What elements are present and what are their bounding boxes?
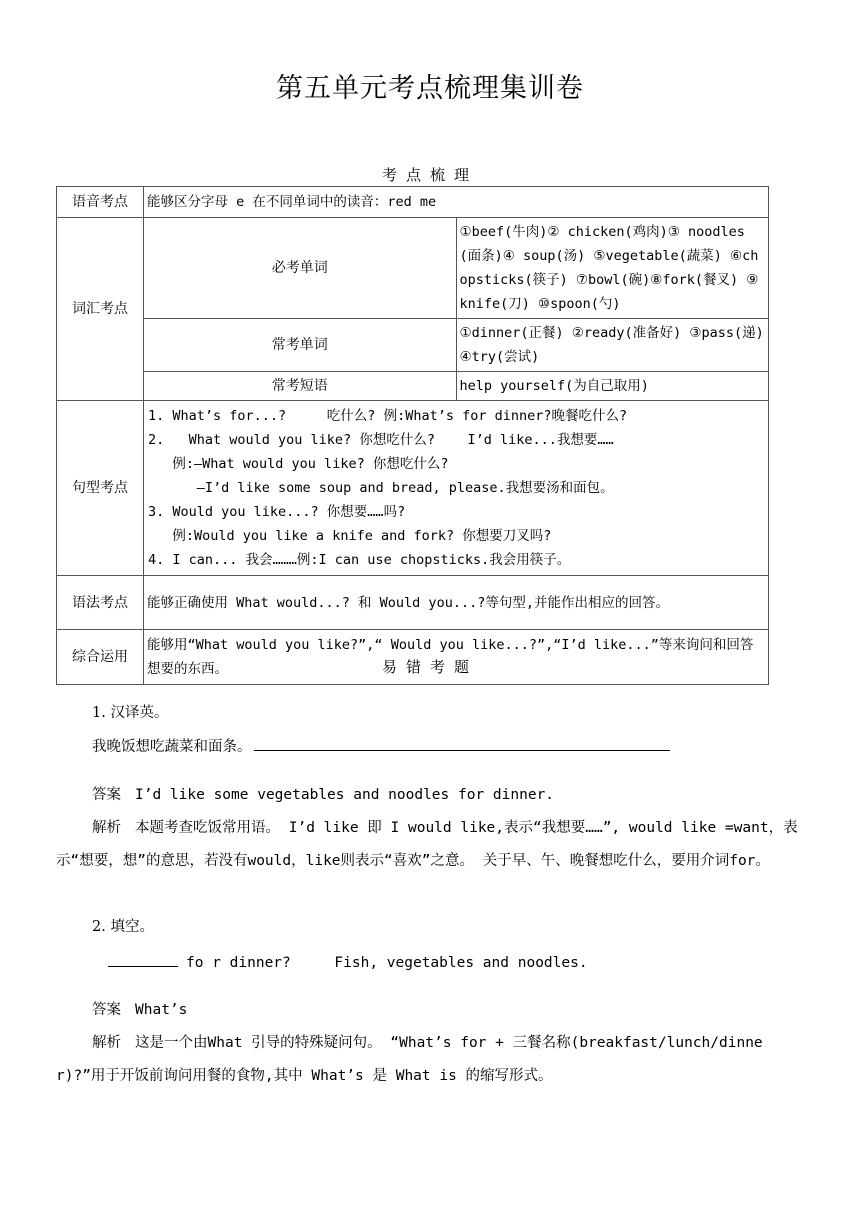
sentence-patterns-content	[144, 401, 769, 576]
category-comprehensive: 综合运用	[57, 630, 144, 685]
q2-analysis	[56, 1027, 810, 1093]
answer-label: 答案	[92, 787, 121, 803]
category-phonics: 语音考点	[57, 187, 144, 218]
answer-label: 答案	[92, 1002, 121, 1018]
page-title: 第五单元考点梳理集训卷	[276, 73, 584, 104]
section-heading-mistakes: 易错考题	[381, 658, 478, 676]
grammar-content: 能够正确使用 What would...? 和 Would you...?等句型,并能作出相应的回答。	[144, 576, 769, 630]
phonics-content: 能够区分字母 e 在不同单词中的读音：red me	[144, 187, 769, 218]
sentence-line: —I’d like some soup and bread, please.我想要汤和面包。	[148, 480, 614, 496]
sentence-line: 3. Would you like...? 你想要……吗?	[148, 504, 406, 520]
sentence-line: 2. What would you like? 你想吃什么? I’d like...我想要……	[148, 432, 614, 448]
q1-prompt	[56, 731, 810, 764]
q2-prompt-text: fo r dinner? Fish, vegetables and noodles.	[186, 955, 588, 971]
common-words-content: ①dinner(正餐) ②ready(准备好) ③pass(递) ④try(尝试)	[456, 319, 769, 372]
sentence-line: 例:—What would you like? 你想吃什么?	[148, 456, 449, 472]
q2-heading: 2. 填空。	[92, 919, 154, 935]
summary-table	[56, 186, 769, 685]
analysis-label: 解析	[92, 1035, 121, 1051]
required-words-content: ①beef(牛肉)② chicken(鸡肉)③ noodles(面条)④ soup(汤) ⑤vegetable(蔬菜) ⑥chopsticks(筷子) ⑦bowl(碗)⑧fork(餐叉) ⑨knife(刀) ⑩spoon(勺)	[456, 218, 769, 319]
section-heading-summary: 考点梳理	[381, 166, 478, 184]
category-sentence-patterns: 句型考点	[57, 401, 144, 576]
sub-required-words: 必考单词	[144, 218, 457, 319]
common-phrases-content: help yourself(为自己取用)	[456, 372, 769, 401]
q1-analysis-text: 本题考查吃饭常用语。 I’d like 即 I would like,表示“我想要……”, would like =want，表示“想要，想”的意思，若没有would，like则表示“喜欢”之意。 关于早、午、晚餐想吃什么，要用介词for。	[56, 820, 798, 869]
category-grammar: 语法考点	[57, 576, 144, 630]
q2-answer-blank[interactable]	[108, 950, 178, 967]
q1-heading: 1. 汉译英。	[92, 705, 169, 721]
sub-common-words: 常考单词	[144, 319, 457, 372]
q1-answer	[56, 779, 810, 812]
sentence-line: 4. I can... 我会………例:I can use chopsticks.我会用筷子。	[148, 552, 571, 568]
q2-answer-text: What’s	[135, 1002, 188, 1018]
comprehensive-content: 能够用“What would you like?”,“ Would you like...?”,“I’d like...”等来询问和回答想要的东西。	[144, 630, 769, 685]
q1-answer-text: I’d like some vegetables and noodles for dinner.	[135, 787, 555, 803]
q1-prompt-text: 我晚饭想吃蔬菜和面条。	[92, 739, 252, 755]
q2-analysis-text: 这是一个由What 引导的特殊疑问句。 “What’s for + 三餐名称(breakfast/lunch/dinner)?”用于开饭前询问用餐的食物,其中 What’s 是 What is 的缩写形式。	[56, 1035, 763, 1084]
q2-prompt	[56, 947, 810, 980]
sub-common-phrases: 常考短语	[144, 372, 457, 401]
sentence-line: 1. What’s for...? 吃什么? 例:What’s for dinner?晚餐吃什么?	[148, 408, 628, 424]
sentence-line: 例:Would you like a knife and fork? 你想要刀叉吗?	[148, 528, 552, 544]
category-vocabulary: 词汇考点	[57, 218, 144, 401]
q2-answer	[56, 994, 810, 1027]
q1-answer-blank[interactable]	[254, 734, 670, 751]
q1-analysis	[56, 812, 810, 878]
analysis-label: 解析	[92, 820, 121, 836]
